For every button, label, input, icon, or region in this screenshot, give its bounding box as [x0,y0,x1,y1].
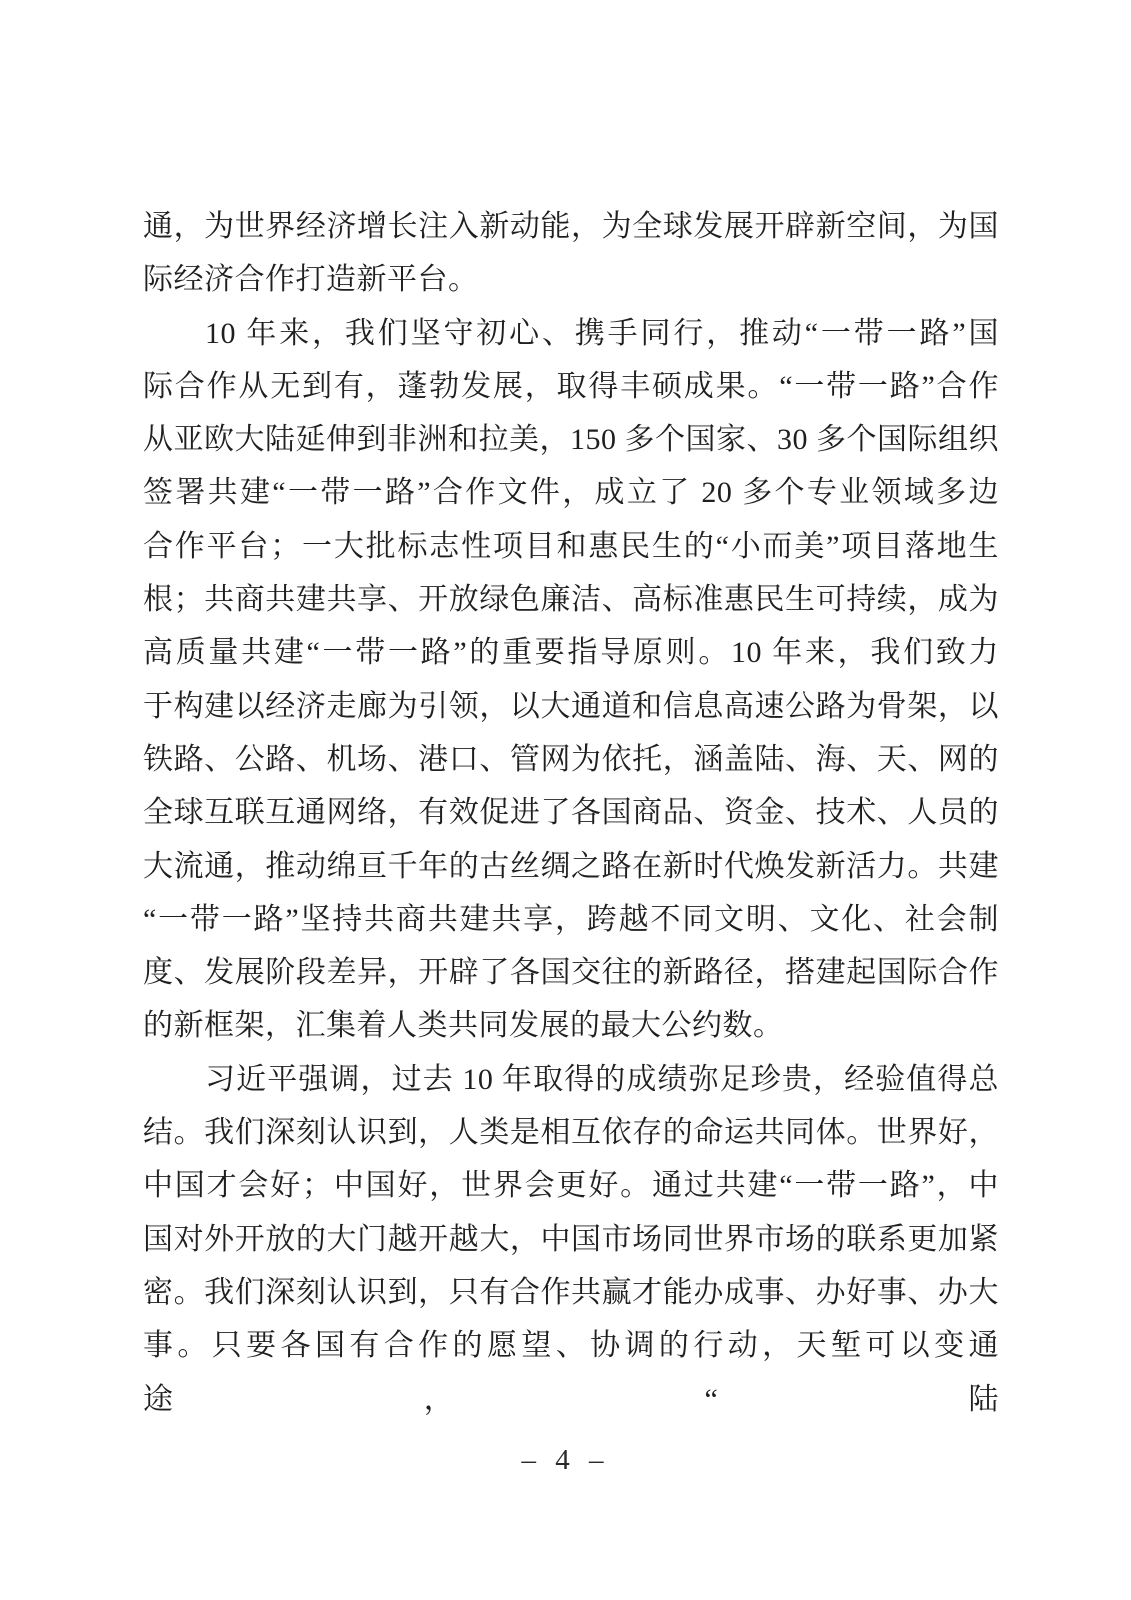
text-line: 国对外开放的大门越开越大，中国市场同世界市场的联系更加紧 [143,1222,999,1256]
document-body [143,200,999,1416]
text-line: 铁路、公路、机场、港口、管网为依托，涵盖陆、海、天、网的 [143,742,999,776]
text-line: 际经济合作打造新平台。 [143,263,479,297]
text-line: 全球互联互通网络，有效促进了各国商品、资金、技术、人员的 [143,796,999,830]
text-line: 结。我们深刻认识到，人类是相互依存的命运共同体。世界好， [143,1116,999,1150]
text-line: 于构建以经济走廊为引领，以大通道和信息高速公路为骨架，以 [143,689,999,723]
text-line: 度、发展阶段差异，开辟了各国交往的新路径，搭建起国际合作 [143,956,999,990]
text-line: 的新框架，汇集着人类共同发展的最大公约数。 [143,1009,784,1043]
page-number: – 4 – [521,1444,610,1476]
text-line: 通，为世界经济增长注入新动能，为全球发展开辟新空间，为国 [143,210,999,243]
text-line: 中国才会好；中国好，世界会更好。通过共建“一带一路”，中 [143,1169,999,1203]
text-line: 根；共商共建共享、开放绿色廉洁、高标准惠民生可持续，成为 [143,583,999,617]
text-line: 习近平强调，过去 10 年取得的成绩弥足珍贵，经验值得总 [205,1062,999,1096]
text-line: 10 年来，我们坚守初心、携手同行，推动“一带一路”国 [205,316,999,350]
text-line: 签署共建“一带一路”合作文件，成立了 20 多个专业领域多边 [143,476,999,510]
text-line: 事。只要各国有合作的愿望、协调的行动，天堑可以变通途，“陆 [143,1329,999,1416]
text-line: 密。我们深刻认识到，只有合作共赢才能办成事、办好事、办大 [143,1275,999,1309]
text-line: 高质量共建“一带一路”的重要指导原则。10 年来，我们致力 [143,636,999,670]
text-line: 从亚欧大陆延伸到非洲和拉美，150 多个国家、30 多个国际组织 [143,423,999,457]
text-line: “一带一路”坚持共商共建共享，跨越不同文明、文化、社会制 [143,902,999,936]
text-line: 际合作从无到有，蓬勃发展，取得丰硕成果。“一带一路”合作 [143,369,999,403]
text-line: 大流通，推动绵亘千年的古丝绸之路在新时代焕发新活力。共建 [143,849,999,883]
text-line: 合作平台；一大批标志性项目和惠民生的“小而美”项目落地生 [143,529,999,563]
